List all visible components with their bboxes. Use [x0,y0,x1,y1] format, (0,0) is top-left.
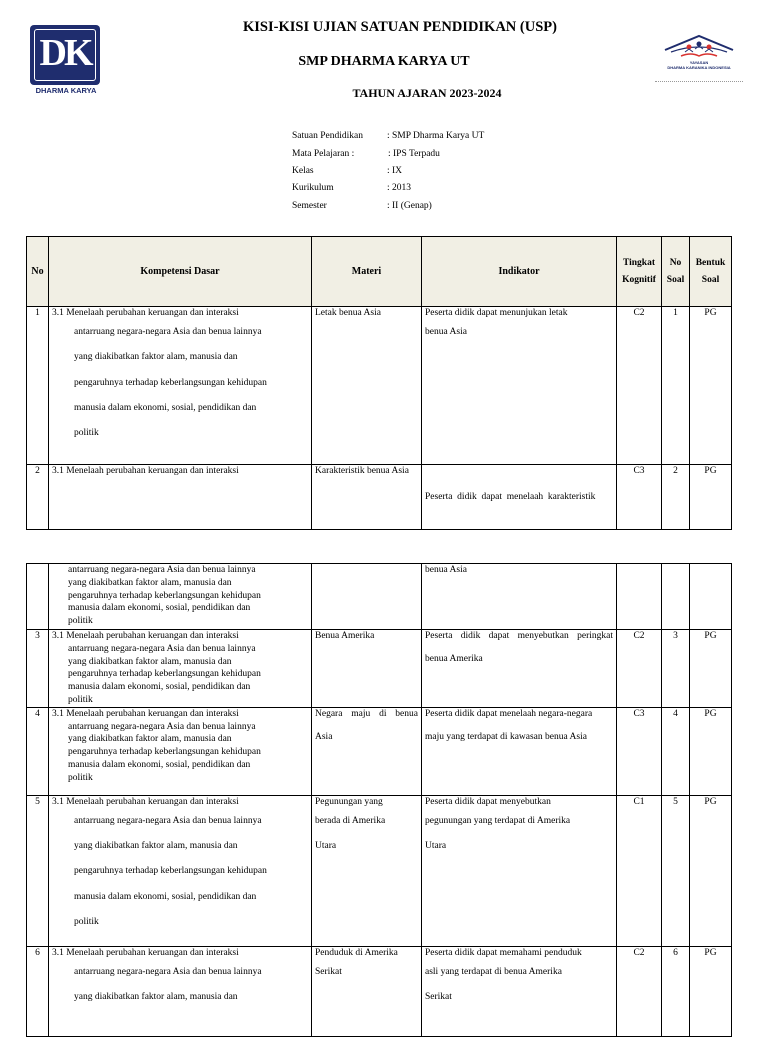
cell-bentuk-soal: PG [690,946,732,1036]
cell-kompetensi-dasar [49,564,312,630]
indikator-line: benua Amerika [425,654,483,664]
foundation-logo [655,28,743,84]
kd-line: yang diakibatkan faktor alam, manusia dan [74,992,238,1003]
kd-first-line: 3.1 Menelaah perubahan keruangan dan interaksi [52,466,239,476]
materi-line: Letak benua Asia [315,308,381,318]
kd-line: pengaruhnya terhadap keberlangsungan kehidupan [68,669,261,680]
document-title: KISI-KISI UJIAN SATUAN PENDIDIKAN (USP) [243,19,557,35]
indikator-line: Utara [425,840,447,851]
table-row [27,465,732,530]
cell-no-soal: 1 [662,307,690,465]
cell-no-soal: 3 [662,630,690,708]
school-name: SMP DHARMA KARYA UT [298,54,470,69]
kd-line: pengaruhnya terhadap keberlangsungan kehidupan [68,747,261,758]
kd-line: pengaruhnya terhadap keberlangsungan kehidupan [68,590,261,601]
cell-kompetensi-dasar [49,795,312,946]
indikator-line: Serikat [425,991,452,1002]
materi-line: Karakteristik benua Asia [315,466,409,476]
table-row [27,564,732,630]
header-tingkat-line1: Tingkat [622,257,656,268]
kd-line: politik [68,616,93,627]
cell-bentuk-soal: PG [690,707,732,795]
kd-line: yang diakibatkan faktor alam, manusia dan [68,734,232,745]
cell-no: 5 [27,795,49,946]
kd-line: politik [74,916,99,927]
indikator-line: maju yang terdapat di kawasan benua Asia [425,731,587,742]
kd-line: politik [68,772,93,783]
kd-first-line: 3.1 Menelaah perubahan keruangan dan interaksi [52,708,239,719]
header-no-soal [662,237,690,307]
kd-line: antarruang negara-negara Asia dan benua lainnya [74,966,262,977]
indikator-line: pegunungan yang terdapat di Amerika [425,815,571,826]
header-indikator: Indikator [422,237,617,307]
info-value-semester: : II (Genap) [387,201,432,211]
cell-materi [312,465,422,530]
kd-line: manusia dalam ekonomi, sosial, pendidikan dan [68,682,251,693]
info-value-satuan: : SMP Dharma Karya UT [387,131,485,141]
info-label-semester: Semester [292,201,327,211]
info-label-kelas: Kelas [292,166,314,176]
header-tingkat-line2: Kognitif [622,274,656,285]
cell-tingkat-kognitif: C2 [617,307,662,465]
kd-first-line: 3.1 Menelaah perubahan keruangan dan interaksi [52,796,239,807]
materi-line: Asia [315,731,333,742]
materi-line: Serikat [315,966,342,977]
cell-indikator [422,630,617,708]
cell-indikator [422,946,617,1036]
materi-line: Penduduk di Amerika [315,947,398,958]
kd-line: antarruang negara-negara Asia dan benua lainnya [68,721,256,732]
info-label-mapel: Mata Pelajaran : [292,149,355,159]
kd-line: politik [74,428,99,439]
logo-letters: DK [39,32,91,74]
header-no: No [27,237,49,307]
kd-line: politik [68,694,93,705]
kd-line: yang diakibatkan faktor alam, manusia dan [68,577,232,588]
school-logo-caption: DHARMA KARYA [35,86,97,95]
kd-line: manusia dalam ekonomi, sosial, pendidikan dan [68,759,251,770]
table-header-row [27,237,732,307]
kd-line: antarruang negara-negara Asia dan benua lainnya [74,815,262,826]
materi-line: Negara maju di benua [315,708,418,719]
header-bentuk-line2: Soal [701,274,720,285]
indikator-line: Peserta didik dapat menyebutkan peringkat [425,631,613,641]
kd-first-line: 3.1 Menelaah perubahan keruangan dan interaksi [52,631,239,641]
kd-line: pengaruhnya terhadap keberlangsungan kehidupan [74,377,267,388]
cell-no: 1 [27,307,49,465]
cell-kompetensi-dasar [49,630,312,708]
kd-first-line: 3.1 Menelaah perubahan keruangan dan interaksi [52,947,239,958]
cell-no-soal: 5 [662,795,690,946]
foundation-logo-line2: DHARMA KARANIKA INDONESIA [667,65,731,70]
indikator-line: Peserta didik dapat memahami penduduk [425,947,582,958]
cell-no-soal [662,564,690,630]
info-value-kurikulum: : 2013 [387,183,412,193]
materi-line: berada di Amerika [315,815,386,826]
cell-tingkat-kognitif: C3 [617,465,662,530]
header-materi: Materi [312,237,422,307]
header-kompetensi-dasar: Kompetensi Dasar [49,237,312,307]
kisi-kisi-table-page2 [26,563,732,1037]
cell-indikator [422,564,617,630]
table-row [27,630,732,708]
kd-line: yang diakibatkan faktor alam, manusia dan [74,352,238,363]
kd-line: pengaruhnya terhadap keberlangsungan kehidupan [74,866,267,877]
cell-no: 2 [27,465,49,530]
cell-kompetensi-dasar [49,465,312,530]
cell-materi [312,946,422,1036]
info-label-kurikulum: Kurikulum [292,183,334,193]
cell-no-soal: 2 [662,465,690,530]
cell-indikator [422,795,617,946]
materi-line: Pegunungan yang [315,796,383,807]
cell-tingkat-kognitif [617,564,662,630]
info-label-satuan: Satuan Pendidikan [292,131,363,141]
cell-kompetensi-dasar [49,946,312,1036]
cell-materi [312,707,422,795]
indikator-line: Peserta didik dapat menelaah negara-negara [425,708,593,719]
cell-no-soal: 4 [662,707,690,795]
header-nosoal-line1: No [669,257,682,268]
foundation-logo-divider [655,81,743,82]
header-tingkat-kognitif [617,237,662,307]
header-nosoal-line2: Soal [666,274,685,285]
cell-no: 3 [27,630,49,708]
cell-tingkat-kognitif: C1 [617,795,662,946]
materi-line: Benua Amerika [315,631,375,641]
indikator-line: benua Asia [425,565,467,575]
kd-line: antarruang negara-negara Asia dan benua lainnya [74,327,262,337]
cell-no [27,564,49,630]
header-bentuk-soal [690,237,732,307]
indikator-line: Peserta didik dapat menyebutkan [425,796,551,807]
cell-kompetensi-dasar [49,307,312,465]
kd-line: antarruang negara-negara Asia dan benua lainnya [68,565,256,575]
table-row [27,707,732,795]
cell-no: 4 [27,707,49,795]
indikator-line: Peserta didik dapat menunjukan letak [425,308,568,318]
cell-bentuk-soal: PG [690,307,732,465]
kd-line: manusia dalam ekonomi, sosial, pendidikan dan [74,402,257,413]
kd-line: yang diakibatkan faktor alam, manusia dan [68,656,232,667]
header-bentuk-line1: Bentuk [695,257,726,268]
foundation-logo-line1: YAYASAN [689,60,709,65]
cell-bentuk-soal [690,564,732,630]
kisi-kisi-table-page1 [26,236,732,530]
indikator-line: Peserta didik dapat menelaah karakteristik [425,491,596,502]
table-row [27,795,732,946]
kd-first-line: 3.1 Menelaah perubahan keruangan dan interaksi [52,308,239,318]
cell-materi [312,795,422,946]
kd-line: yang diakibatkan faktor alam, manusia dan [74,841,238,852]
cell-no-soal: 6 [662,946,690,1036]
table-row [27,307,732,465]
kd-line: antarruang negara-negara Asia dan benua lainnya [68,643,256,654]
materi-line: Utara [315,840,337,851]
cell-materi [312,630,422,708]
cell-indikator [422,307,617,465]
cell-indikator [422,465,617,530]
kd-line: manusia dalam ekonomi, sosial, pendidikan dan [74,891,257,902]
indikator-line: asli yang terdapat di benua Amerika [425,966,562,977]
cell-materi [312,307,422,465]
cell-tingkat-kognitif: C2 [617,630,662,708]
info-value-mapel: : IPS Terpadu [388,149,440,159]
info-value-kelas: : IX [387,166,403,176]
cell-indikator [422,707,617,795]
cell-kompetensi-dasar [49,707,312,795]
cell-materi [312,564,422,630]
kd-line: manusia dalam ekonomi, sosial, pendidikan dan [68,603,251,614]
cell-bentuk-soal: PG [690,465,732,530]
indikator-line: benua Asia [425,327,467,337]
cell-tingkat-kognitif: C3 [617,707,662,795]
cell-bentuk-soal: PG [690,795,732,946]
table-row [27,946,732,1036]
academic-year: TAHUN AJARAN 2023-2024 [352,86,502,100]
cell-bentuk-soal: PG [690,630,732,708]
cell-tingkat-kognitif: C2 [617,946,662,1036]
cell-no: 6 [27,946,49,1036]
